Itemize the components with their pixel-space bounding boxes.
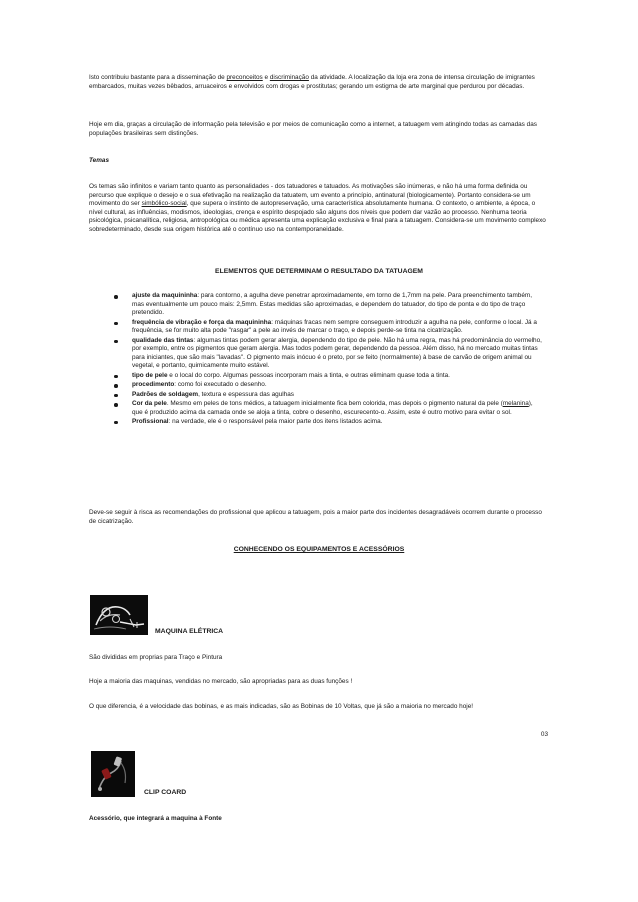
p1-text-c: da atividade. A localização da loja era zona de intensa circulação de imigrantes embarcados, muitas vezes bêbados, arruaceiros e envolvidos com drogas e prostitutas; gerando um estigma de arte marginal que perdurou por décadas. [89,74,535,90]
list-item [112,400,544,417]
intro-paragraph [89,74,549,91]
bullet-text: e o local do corpo. Algumas pessoas incorporam mais a tinta, e outras eliminam quase toda a tinta. [167,371,450,379]
equipment-heading-text: CONHECENDO OS EQUIPAMENTOS E ACESSÓRIOS [233,546,405,553]
bullet-icon [114,384,118,388]
bullet-term: procedimento [132,381,175,389]
list-item [112,292,544,318]
bullet-icon [114,394,118,398]
bullet-term: ajuste da maquininha [132,292,198,299]
healing-paragraph: Deve-se seguir à risca as recomendações do profissional que aplicou a tatuagem, pois a maior parte dos incidentes desagradáveis ocorrem durante o processo de cicatrização. [89,509,542,525]
bullet-icon [114,295,118,299]
clip-cord-paragraph: Acessório, que integrará a maquina à Fonte [89,815,222,822]
bullet-term: Profissional [132,417,169,425]
melanina-link[interactable]: melanina [502,399,529,407]
coils-paragraph: O que diferencia, é a velocidade das bobinas, e as mais indicadas, são as Bobinas de 10 Voltas, que já são a maioria no mercado hoje! [89,703,474,710]
bullet-text: , textura e espessura das agulhas [198,390,294,398]
bullet-term: frequência de vibração e força da maquininha [132,318,272,326]
list-item [112,319,544,336]
elements-list [112,292,544,427]
bullet-icon [114,403,118,407]
bullet-icon [114,421,118,425]
bullet-term: tipo de pele [132,371,168,379]
p3-text-b: , que supera o instinto de autopreservação, uma característica absolutamente humana. O contexto, o ambiente, a época, o nível cultural, as influências, modismos, ideologias, crença e espírito despojado são alguns dos níveis que podem dar vazão ao processo. Nenhuma teoria psicológica, psicanalítica, religiosa, antropológica ou médica apresenta uma explicação exclusiva e final para a tatuagem. Considera-se um movimento complexo sobredeterminado, desde sua origem histórica até o contínuo uso na contemporaneidade. [89,200,546,233]
list-item [112,337,544,371]
equipment-heading [89,546,549,555]
bullet-text: : como foi executado o desenho. [174,381,267,389]
preconceitos-link[interactable]: preconceitos [226,74,263,81]
list-item [112,418,544,427]
list-item [112,372,544,381]
p1-text-a: Isto contribuiu bastante para a disseminação de [89,74,227,81]
maquina-caption: MAQUINA ELÉTRICA [155,628,224,635]
list-item [112,391,544,400]
types-paragraph: São divididas em proprias para Traço e Pintura [89,654,223,661]
elements-heading: ELEMENTOS QUE DETERMINAM O RESULTADO DA TATUAGEM [215,268,423,275]
bullet-term: qualidade das tintas [132,336,194,344]
list-item [112,381,544,390]
bullet-text: : para contorno, a agulha deve penetrar aproximadamente, em torno de 1,7mm na pele. Para preenchimento também, mas eventualmente um pouco mais: 2,5mm. Estas medidas são aproximadas, e dependem do tatuador, do tipo de ponta e do tipo de traço pretendido. [132,292,532,317]
bullet-text: : na verdade, ele é o responsável pela maior parte dos itens listados acima. [168,417,383,425]
clip-cord-image [91,751,135,797]
temas-heading: Temas [89,157,110,164]
bullet-text: : máquinas fracas nem sempre conseguem introduzir a agulha na pele, conforme o local. Já a frequência, se for muito alta pode "rasgar" a pele ao invés de marcar o traço, e depois perde-se tinta na cicatrização. [132,318,537,335]
p3-text-a: Os temas são infinitos e variam tanto quanto as personalidades - dos tatuadores e tatuados. As motivações são inúmeras, e não há uma forma definida ou percurso que explique o desejo e o sua efetivação na realização da tatuatem, um evento a princípio, antinatural (biologicamente). Portanto considera-se um movimento do ser [89,183,531,208]
bullet-term: Padrões de soldagem [132,390,199,398]
temas-paragraph [89,183,549,235]
bullet-term: Cor da pele [132,399,167,407]
media-paragraph: Hoje em dia, graças a circulação de informação pela televisão e por meios de comunicação como a internet, a tatuagem vem atingindo todas as camadas das populações brasileiras sem distinções. [89,121,537,137]
bullet-text: . Mesmo em peles de tons médios, a tatuagem inicialmente fica bem colorida, mas depois o pigmento natural da pele ( [166,399,503,407]
bullet-icon [114,340,118,344]
market-paragraph: Hoje a maioria das maquinas, vendidas no mercado, são apropriadas para as duas funções ! [89,678,353,685]
bullet-icon [114,375,118,379]
bullet-icon [114,322,118,326]
page-number: 03 [540,731,548,738]
simbolico-social-link[interactable]: simbólico-social [141,200,187,208]
discriminacao-link[interactable]: discriminação [269,74,309,81]
bullet-text: : algumas tintas podem gerar alergia, dependendo do tipo de pele. Não há uma regra, mas há predominância do vermelho, por exemplo, entre os pigmentos que geram alergia. Mas todos podem gerar, dependendo da pessoa. Além disso, há no mercado muitas tintas para iniciantes, que são mais "lavadas". O pigmento mais inócuo é o preto, por se feito (normalmente) à base de carvão de origem animal ou vegetal, e portanto, quimicamente muito estável. [132,336,542,370]
clip-cord-icon [91,751,135,797]
tattoo-machine-image [90,595,148,635]
bullet-text: ), que é produzido acima da camada onde se aloja a tinta, cobre o desenho, escurecento-o. Assim, este é outro motivo para evitar o sol. [132,399,533,416]
tattoo-machine-icon [90,595,148,635]
clip-cord-caption: CLIP COARD [144,789,187,796]
p1-text-b: e [262,74,270,81]
